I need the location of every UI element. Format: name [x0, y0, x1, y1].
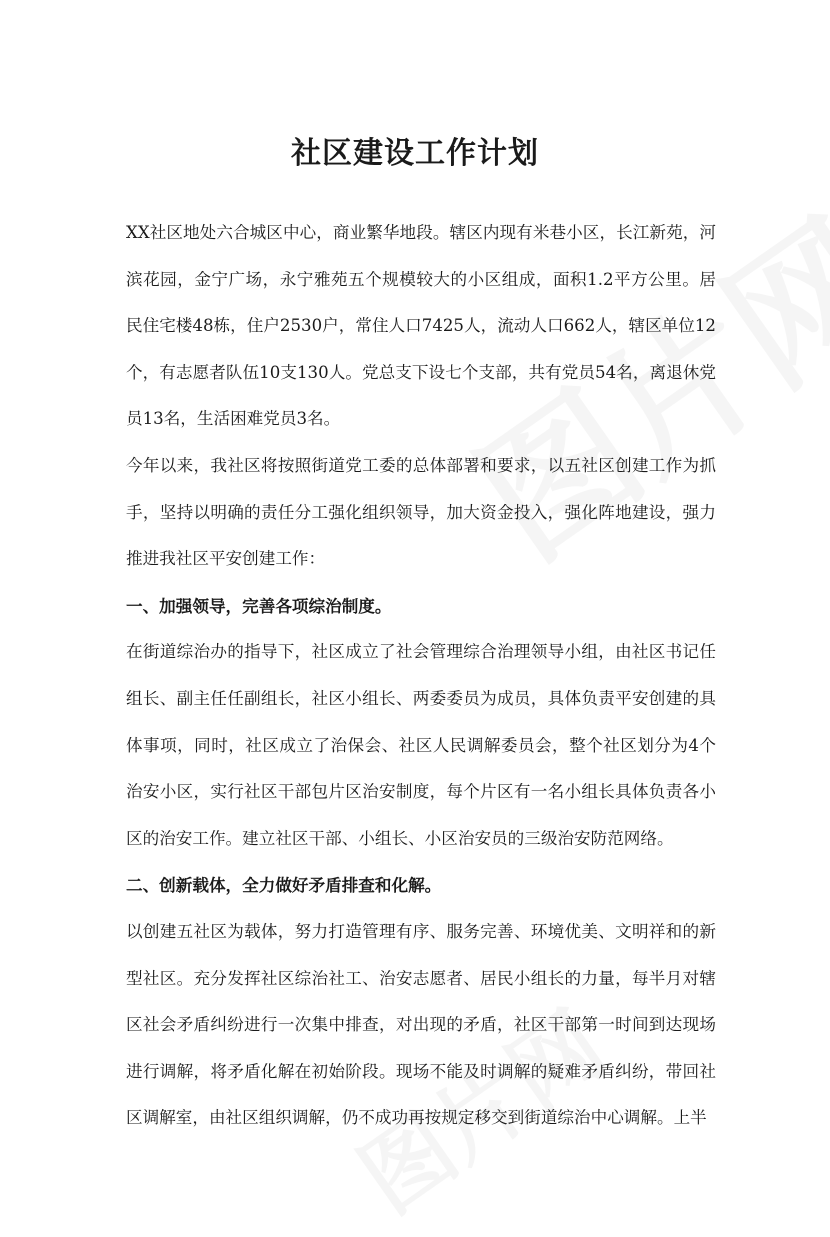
- body-paragraph: XX社区地处六合城区中心，商业繁华地段。辖区内现有米巷小区，长江新苑，河滨花园，金宁广场，永宁雅苑五个规模较大的小区组成，面积1.2平方公里。居民住宅楼48栋，住户2530户，常住人口7425人，流动人口662人，辖区单位12个，有志愿者队伍10支130人。党总支下设七个支部，共有党员54名，离退休党员13名，生活困难党员3名。: [126, 223, 716, 429]
- body-paragraph: 以创建五社区为载体，努力打造管理有序、服务完善、环境优美、文明祥和的新型社区。充分发挥社区综治社工、治安志愿者、居民小组长的力量，每半月对辖区社会矛盾纠纷进行一次集中排查，对出现的矛盾，社区干部第一时间到达现场进行调解，将矛盾化解在初始阶段。现场不能及时调解的疑难矛盾纠纷，带回社区调解室，由社区组织调解，仍不成功再按规定移交到街道综治中心调解。上半: [126, 921, 716, 1128]
- body-paragraph: 在街道综治办的指导下，社区成立了社会管理综合治理领导小组，由社区书记任组长、副主任任副组长，社区小组长、两委委员为成员，具体负责平安创建的具体事项，同时，社区成立了治保会、社区人民调解委员会，整个社区划分为4个治安小区，实行社区干部包片区治安制度，每个片区有一名小组长具体负责各小区的治安工作。建立社区干部、小组长、小区治安员的三级治安防范网络。: [126, 642, 716, 848]
- document-title: 社区建设工作计划: [291, 136, 539, 172]
- document-body: [126, 210, 716, 1142]
- section-heading: 二、创新载体，全力做好矛盾排查和化解。: [126, 875, 442, 896]
- body-paragraph: 今年以来，我社区将按照街道党工委的总体部署和要求，以五社区创建工作为抓手，坚持以明确的责任分工强化组织领导，加大资金投入，强化阵地建设，强力推进我社区平安创建工作：: [126, 455, 716, 569]
- section-heading: 一、加强领导，完善各项综治制度。: [126, 595, 392, 616]
